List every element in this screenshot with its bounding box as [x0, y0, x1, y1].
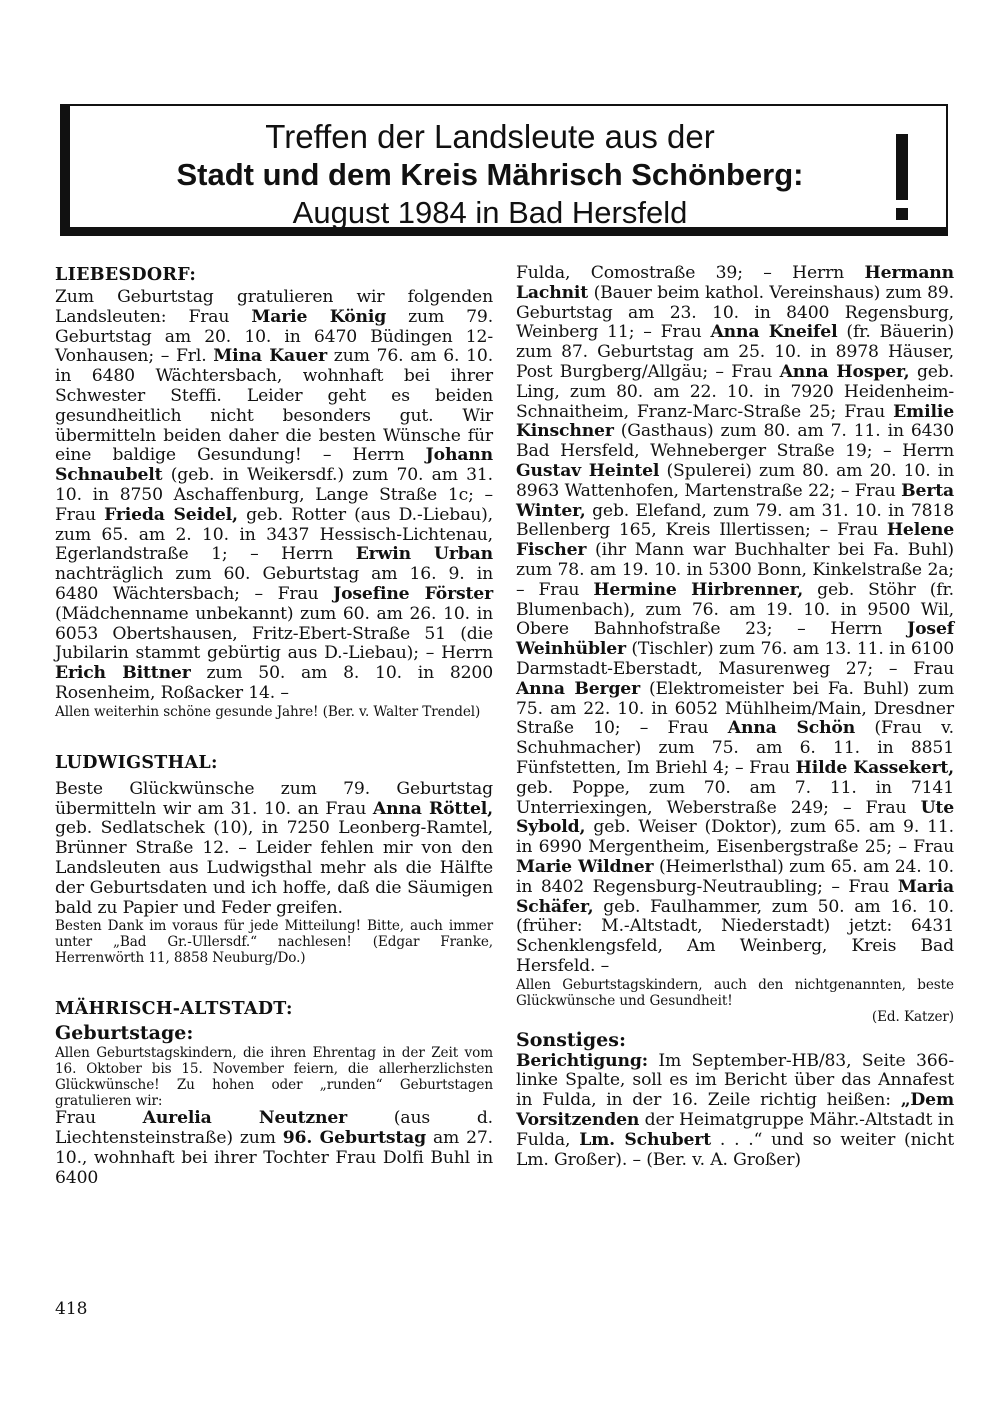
name-bold: Gustav Heintel	[516, 460, 660, 481]
name-bold: Erich Bittner	[55, 663, 191, 684]
text-run: (ihr Mann war Buchhalter bei Fa. Buhl) zum 78. am 19. 10. in 5300 Bonn, Kinkelstraße 2a; – Frau	[516, 540, 954, 600]
altstadt-continued-text	[516, 264, 954, 977]
text-run: Zum Geburtstag gratulieren wir folgenden Landsleuten: Frau	[55, 287, 493, 327]
altstadt-text	[55, 1109, 493, 1188]
altstadt-closing-note: Allen Geburtstagskindern, auch den nichtgenannten, beste Glückwünsche und Gesundheit!	[516, 976, 954, 1009]
name-bold: Anna Berger	[516, 678, 640, 699]
name-bold: Anna Hosper,	[779, 361, 910, 382]
banner-line-2: Stadt und dem Kreis Mährisch Schönberg:	[176, 157, 804, 192]
name-bold: Maria Schäfer,	[516, 876, 954, 917]
text-run: (Elektromeister bei Fa. Buhl) zum 75. am 22. 10. in 6052 Mühlheim/Main, Dresdner Straße 10; – Frau	[516, 678, 954, 739]
name-bold: Hermann Lachnit	[516, 263, 954, 303]
ludwigsthal-text	[55, 780, 493, 919]
banner-text	[120, 118, 860, 232]
text-run: (Heimerlsthal) zum 65. am 24. 10. in 8402 Regensburg-Neutraubling; – Frau	[516, 856, 954, 897]
text-run: zum 79. Geburtstag am 20. 10. in 6470 Büdingen 12-Vonhausen; – Frl.	[55, 306, 494, 367]
subheading-geburtstage: Geburtstage:	[55, 1022, 194, 1045]
text-run: geb. Rotter (aus D.-Liebau), zum 65. am 2. 10. in 3437 Hessisch-Lichtenau, Egerlandstraße 1; – Herrn	[55, 504, 493, 565]
left-column	[55, 264, 493, 1189]
text-run: geb. Poppe, zum 70. am 7. 11. in 7141 Unterriexingen, Weberstraße 249; – Frau	[516, 777, 954, 818]
name-bold: Anna Kneifel	[710, 322, 838, 343]
name-bold: Aurelia Neutzner	[142, 1108, 348, 1129]
banner-line-3: August 1984 in Bad Hersfeld	[292, 195, 688, 230]
text-run: geb. Ling, zum 80. am 22. 10. in 7920 Heidenheim-Schnaitheim, Franz-Marc-Straße 25; Frau	[516, 361, 954, 422]
altstadt-signature: (Ed. Katzer)	[871, 1008, 954, 1025]
name-bold: Marie Wildner	[516, 856, 654, 877]
name-bold: Emilie Kinschner	[516, 401, 954, 442]
page-number: 418	[55, 1299, 88, 1319]
name-bold: Ute Sybold,	[516, 797, 954, 838]
name-bold: Anna Schön	[727, 718, 856, 739]
section-heading-liebesdorf: LIEBESDORF:	[55, 265, 197, 285]
text-run: Fulda, Comostraße 39; – Herrn	[516, 263, 865, 283]
text-run: der Heimatgruppe Mähr.-Altstadt in Fulda,	[516, 1110, 954, 1150]
text-run: (Gasthaus) zum 80. am 7. 11. in 6430 Bad Hersfeld, Wehneberger Straße 19; – Herrn	[516, 421, 954, 462]
text-run: (aus d. Liechtensteinstraße) zum	[55, 1108, 493, 1149]
text-run: (Tischler) zum 76. am 13. 11. in 6100 Darmstadt-Eberstadt, Masurenweg 27; – Frau	[516, 639, 954, 679]
exclamation-dot-icon	[896, 208, 908, 220]
name-bold: Helene Fischer	[516, 520, 954, 561]
text-run: (Mädchenname unbekannt) zum 60. am 26. 10. in 6053 Obertshausen, Fritz-Ebert-Straße 51 (die Jubilarin stammt gebürtig aus D.-Liebau); – Herrn	[55, 603, 493, 664]
name-bold: Hilde Kassekert,	[795, 757, 954, 778]
section-heading-maehrisch-altstadt: MÄHRISCH-ALTSTADT:	[55, 999, 293, 1020]
text-run: Frau	[55, 1108, 143, 1129]
name-bold: Berta Winter,	[516, 480, 954, 521]
meeting-banner	[60, 104, 948, 236]
name-bold: Marie König	[251, 306, 387, 327]
text-run: geb. Sedlatschek (10), in 7250 Leonberg-Ramtel, Brünner Straße 12. – Leider fehlen mir von den Landsleuten aus Ludwigsthal mehr als die Hälfte der Geburtsdaten und ich hoffe, daß die Säumigen bald zu Papier und Feder greifen.	[55, 818, 493, 918]
label-bold: Berichtigung:	[516, 1050, 648, 1071]
text-run: nachträglich zum 60. Geburtstag am 16. 9. in 6480 Wächtersbach; – Frau	[55, 564, 493, 604]
name-bold: 96. Geburtstag	[282, 1128, 427, 1149]
altstadt-note: Allen Geburtstagskindern, die ihren Ehrentag in der Zeit vom 16. Oktober bis 15. November feiern, die allerherzlichsten Glückwünsche! Zu hohen oder „runden“ Geburtstagen gratulieren wir:	[55, 1045, 493, 1110]
text-run: geb. Weiser (Doktor), zum 65. am 9. 11. in 6990 Mergentheim, Eisenbergstraße 25; – Frau	[516, 817, 954, 858]
text-run: geb. Elefand, zum 79. am 31. 10. in 7818 Bellenberg 165, Kreis Illertissen; – Frau	[516, 500, 954, 541]
text-run: Beste Glückwünsche zum 79. Geburtstag übermitteln wir am 31. 10. an Frau	[55, 778, 493, 819]
text-run: geb. Stöhr (fr. Blumenbach), zum 76. am 19. 10. in 9500 Wil, Obere Bahnhofstraße 23; – Herrn	[516, 579, 954, 640]
liebesdorf-text	[55, 288, 493, 704]
text-run: (fr. Bäuerin) zum 87. Geburtstag am 25. 10. in 8978 Häuser, Post Burgberg/Allgäu; – Frau	[516, 322, 954, 382]
text-run: zum 50. am 8. 10. in 8200 Rosenheim, Roßacker 14. –	[55, 663, 494, 703]
name-bold: Josef Weinhübler	[516, 619, 954, 660]
text-run: (Frau v. Schuhmacher) zum 75. am 6. 11. in 8851 Fünfstetten, Im Briehl 4; – Frau	[516, 718, 954, 778]
exclamation-icon	[896, 134, 908, 200]
text-run: (geb. in Weikersdf.) zum 70. am 31. 10. in 8750 Aschaffenburg, Lange Straße 1c; – Frau	[55, 465, 493, 525]
text-run: . . .“ und so weiter (nicht Lm. Großer). – (Ber. v. A. Großer)	[516, 1129, 954, 1170]
quote-bold: „Dem Vorsitzenden	[516, 1090, 954, 1131]
name-bold: Lm. Schubert	[579, 1129, 712, 1150]
liebesdorf-note: Allen weiterhin schöne gesunde Jahre! (Ber. v. Walter Trendel)	[55, 703, 481, 720]
right-column	[516, 264, 954, 1170]
text-run: Im September-HB/83, Seite 366-linke Spalte, soll es im Bericht über das Annafest in Fulda, in der 16. Zeile richtig heißen:	[516, 1050, 954, 1111]
sonstiges-text	[516, 1052, 954, 1171]
text-run: am 27. 10., wohnhaft bei ihrer Tochter Frau Dolfi Buhl in 6400	[55, 1128, 493, 1188]
text-run: geb. Faulhammer, zum 50. am 16. 10. (früher: M.-Altstadt, Niederstadt) jetzt: 6431 Schenklengsfeld, Am Weinberg, Kreis Bad Hersfeld. –	[516, 896, 954, 976]
name-bold: Hermine Hirbrenner,	[593, 579, 804, 600]
name-bold: Johann Schnaubelt	[55, 445, 493, 486]
name-bold: Josefine Förster	[333, 583, 493, 604]
name-bold: Frieda Seidel,	[104, 504, 238, 525]
text-run: (Spulerei) zum 80. am 20. 10. in 8963 Wattenhofen, Martenstraße 22; – Frau	[516, 460, 955, 501]
text-run: zum 76. am 6. 10. in 6480 Wächtersbach, wohnhaft bei ihrer Schwester Steffi. Leider geht es beiden gesundheitlich nicht besonders gut. Wir übermitteln beiden daher die besten Wünsche für eine baldige Gesundung! – Herrn	[55, 346, 494, 466]
name-bold: Mina Kauer	[213, 346, 328, 367]
name-bold: Erwin Urban	[355, 544, 493, 565]
text-run: (Bauer beim kathol. Vereinshaus) zum 89. Geburtstag am 23. 10. in 8400 Regensburg, Weinberg 11; – Frau	[516, 282, 954, 343]
section-heading-ludwigsthal: LUDWIGSTHAL:	[55, 752, 218, 773]
name-bold: Anna Röttel,	[372, 798, 493, 819]
section-heading-sonstiges: Sonstiges:	[516, 1028, 626, 1051]
ludwigsthal-note: Besten Dank im voraus für jede Mitteilung! Bitte, auch immer unter „Bad Gr.-Ullersdf.“ nachlesen! (Edgar Franke, Herrenwörth 11, 8858 Neuburg/Do.)	[55, 918, 493, 967]
banner-line-1: Treffen der Landsleute aus der	[265, 118, 715, 155]
